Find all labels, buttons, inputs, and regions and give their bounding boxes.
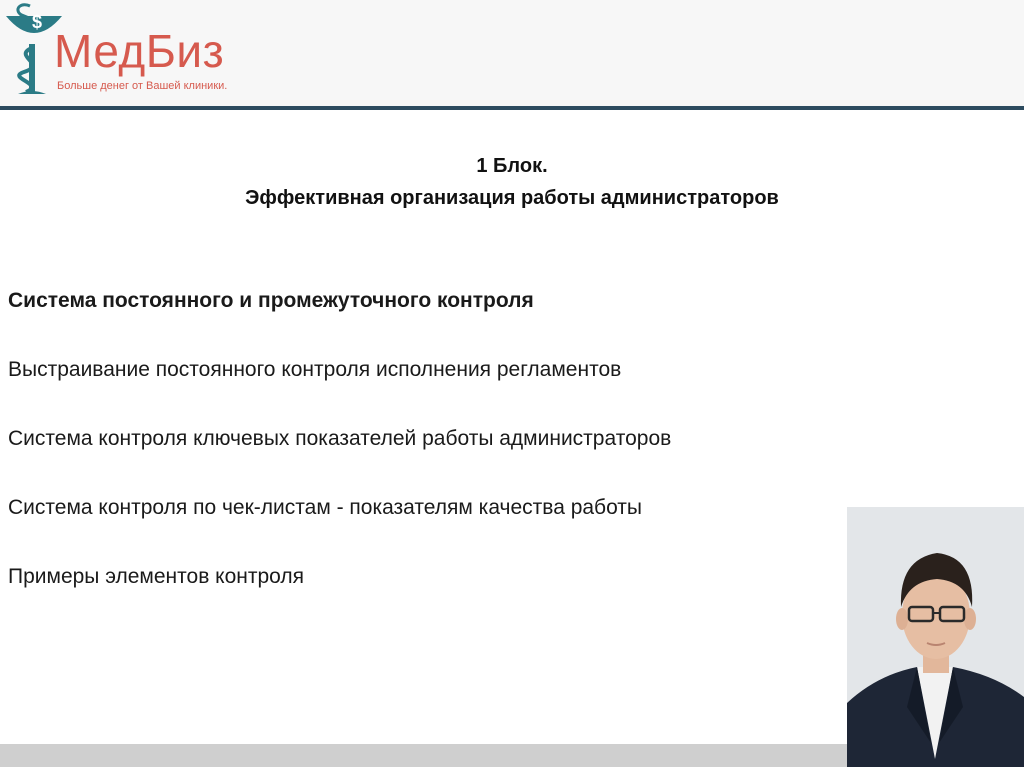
header <box>0 0 1024 106</box>
header-divider <box>0 106 1024 110</box>
slide-title <box>0 150 1024 214</box>
footer-bar <box>0 744 847 767</box>
content-item: Выстраивание постоянного контроля исполнения регламентов <box>8 358 622 381</box>
content-item: Примеры элементов контроля <box>8 565 305 588</box>
content-heading: Система постоянного и промежуточного контроля <box>8 289 534 312</box>
content-list <box>8 286 838 631</box>
slide-title-line-1: 1 Блок. <box>476 155 548 177</box>
svg-text:$: $ <box>32 12 43 32</box>
logo-name: МедБиз <box>54 25 225 77</box>
content-item: Система контроля ключевых показателей работы администраторов <box>8 427 672 450</box>
presenter-photo <box>847 507 1024 767</box>
slide-title-line-2: Эффективная организация работы администраторов <box>245 187 779 209</box>
content-item: Система контроля по чек-листам - показателям качества работы <box>8 496 643 519</box>
logo-tagline: Больше денег от Вашей клиники. <box>57 80 228 92</box>
